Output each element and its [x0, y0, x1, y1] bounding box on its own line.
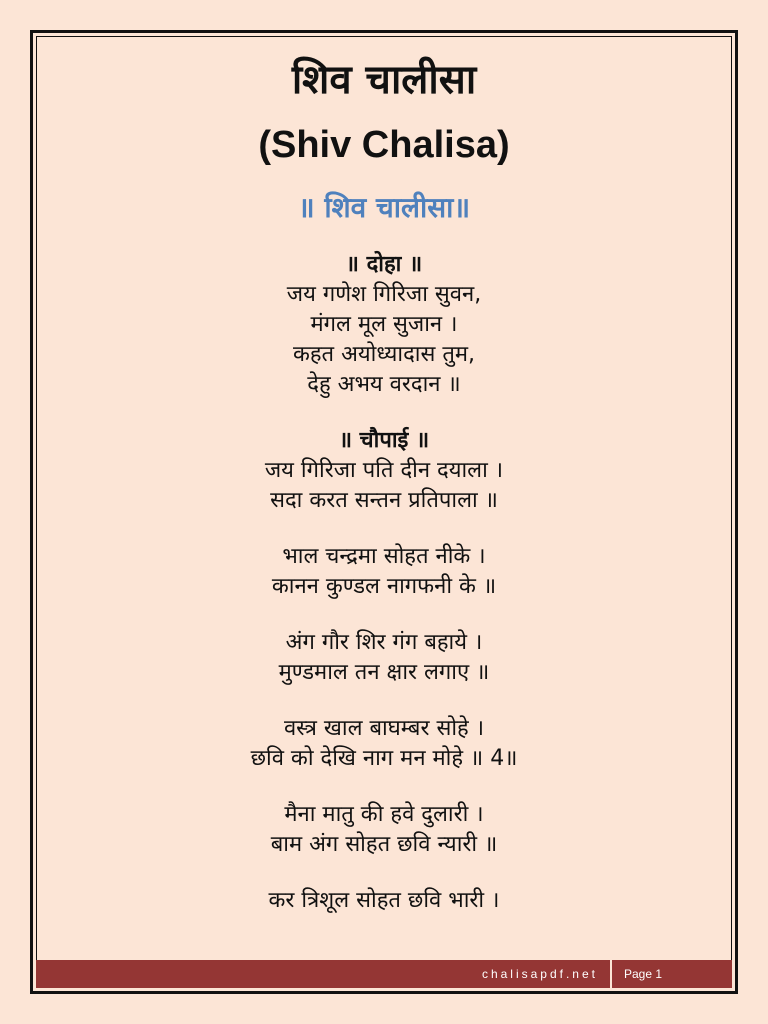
- verse-line: वस्त्र खाल बाघम्बर सोहे ।: [283, 716, 485, 741]
- verse-line: देहु अभय वरदान ॥: [307, 372, 461, 397]
- page-footer: [36, 960, 732, 988]
- footer-site-link[interactable]: chalisapdf.net: [36, 960, 610, 988]
- verse-line: बाम अंग सोहत छवि न्यारी ॥: [270, 832, 498, 857]
- verse-line: जय गिरिजा पति दीन दयाला ।: [264, 458, 504, 483]
- verse-line: मुण्डमाल तन क्षार लगाए ॥: [278, 660, 490, 685]
- verse-line: मंगल मूल सुजान ।: [310, 312, 458, 337]
- chaupai-stanza: [40, 800, 728, 860]
- verse-line: सदा करत सन्तन प्रतिपाला ॥: [270, 488, 498, 513]
- chaupai-stanza: [40, 714, 728, 774]
- verse-line: भाल चन्द्रमा सोहत नीके ।: [282, 544, 486, 569]
- document-content: [40, 40, 728, 916]
- page-subtitle: ॥ शिव चालीसा॥: [297, 191, 471, 224]
- verse-line: अंग गौर शिर गंग बहाये ।: [285, 630, 483, 655]
- chaupai-stanza: [40, 886, 728, 916]
- verse-line: जय गणेश गिरिजा सुवन,: [286, 282, 482, 307]
- chaupai-heading: ॥ चौपाई ॥: [338, 428, 430, 453]
- page-title-hindi: शिव चालीसा: [291, 57, 477, 103]
- verse-line: कर त्रिशूल सोहत छवि भारी ।: [268, 888, 500, 913]
- verse-line: कहत अयोध्यादास तुम,: [292, 342, 476, 367]
- verse-line: छवि को देखि नाग मन मोहे ॥ 4॥: [250, 746, 518, 771]
- chaupai-stanza: [40, 542, 728, 602]
- page-title-english: (Shiv Chalisa): [258, 124, 510, 166]
- chaupai-section: [40, 426, 728, 516]
- verse-line: मैना मातु की हवे दुलारी ।: [284, 802, 484, 827]
- doha-heading: ॥ दोहा ॥: [345, 252, 423, 277]
- doha-section: [40, 250, 728, 400]
- verse-line: कानन कुण्डल नागफनी के ॥: [271, 574, 497, 599]
- footer-page-number: Page 1: [612, 960, 732, 988]
- chaupai-stanza: [40, 628, 728, 688]
